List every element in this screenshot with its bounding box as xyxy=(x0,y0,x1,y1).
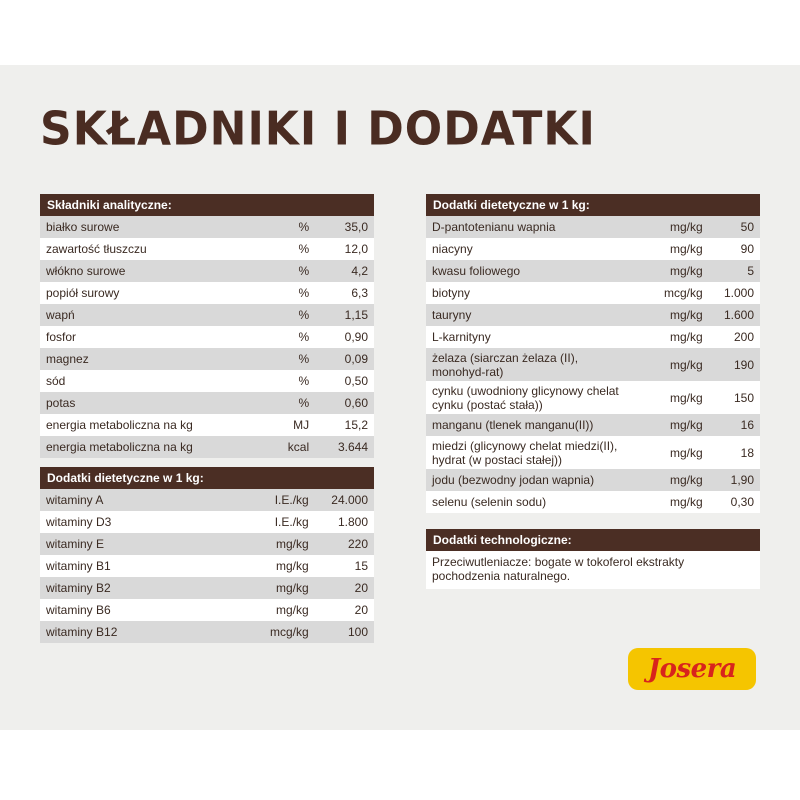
row-unit: mg/kg xyxy=(233,555,315,577)
table-row xyxy=(426,348,760,381)
page-title: SKŁADNIKI I DODATKI xyxy=(40,102,596,157)
vitamins-header: Dodatki dietetyczne w 1 kg: xyxy=(40,467,374,489)
row-value: 15 xyxy=(315,555,374,577)
row-value: 190 xyxy=(709,348,760,381)
row-value: 0,09 xyxy=(315,348,374,370)
vitamins-table xyxy=(40,467,374,643)
row-value: 220 xyxy=(315,533,374,555)
row-name: zawartość tłuszczu xyxy=(40,238,253,260)
table-row xyxy=(40,348,374,370)
table-row xyxy=(40,436,374,458)
table-row xyxy=(426,282,760,304)
row-value: 0,90 xyxy=(315,326,374,348)
row-value: 0,50 xyxy=(315,370,374,392)
table-row xyxy=(426,469,760,491)
dietary-table xyxy=(426,194,760,513)
row-value: 20 xyxy=(315,577,374,599)
row-name: D-pantotenianu wapnia xyxy=(426,216,629,238)
row-unit: mg/kg xyxy=(629,260,709,282)
row-name: cynku (uwodniony glicynowy chelat cynku (postać stała)) xyxy=(426,381,629,414)
row-unit: mg/kg xyxy=(629,348,709,381)
table-row xyxy=(40,370,374,392)
row-name: witaminy B6 xyxy=(40,599,233,621)
row-name: wapń xyxy=(40,304,253,326)
table-row xyxy=(40,392,374,414)
row-unit: mg/kg xyxy=(233,533,315,555)
row-name: witaminy B12 xyxy=(40,621,233,643)
row-value: 1.000 xyxy=(709,282,760,304)
row-value: 12,0 xyxy=(315,238,374,260)
row-value: 1.800 xyxy=(315,511,374,533)
row-name: energia metaboliczna na kg xyxy=(40,436,253,458)
table-row xyxy=(40,326,374,348)
table-row xyxy=(426,436,760,469)
table-row xyxy=(426,304,760,326)
row-value: 15,2 xyxy=(315,414,374,436)
row-unit: % xyxy=(253,216,315,238)
row-name: jodu (bezwodny jodan wapnia) xyxy=(426,469,629,491)
row-unit: mg/kg xyxy=(629,238,709,260)
row-name: włókno surowe xyxy=(40,260,253,282)
row-name: kwasu foliowego xyxy=(426,260,629,282)
row-unit: mcg/kg xyxy=(629,282,709,304)
row-unit: mg/kg xyxy=(629,469,709,491)
table-row xyxy=(426,238,760,260)
row-value: 6,3 xyxy=(315,282,374,304)
row-unit: % xyxy=(253,348,315,370)
row-unit: % xyxy=(253,370,315,392)
row-name: witaminy B1 xyxy=(40,555,233,577)
table-row xyxy=(426,381,760,414)
table-row xyxy=(40,533,374,555)
row-value: 1.600 xyxy=(709,304,760,326)
row-value: 18 xyxy=(709,436,760,469)
row-name: energia metaboliczna na kg xyxy=(40,414,253,436)
row-unit: mg/kg xyxy=(629,436,709,469)
row-value: 16 xyxy=(709,414,760,436)
row-unit: % xyxy=(253,238,315,260)
technological-header: Dodatki technologiczne: xyxy=(426,529,760,551)
row-unit: mg/kg xyxy=(629,304,709,326)
technological-box xyxy=(426,529,760,589)
analytic-table xyxy=(40,194,374,458)
row-value: 4,2 xyxy=(315,260,374,282)
row-value: 200 xyxy=(709,326,760,348)
row-name: białko surowe xyxy=(40,216,253,238)
row-unit: mg/kg xyxy=(629,414,709,436)
row-value: 5 xyxy=(709,260,760,282)
technological-text: Przeciwutleniacze: bogate w tokoferol ekstrakty pochodzenia naturalnego. xyxy=(426,551,760,589)
table-row xyxy=(40,282,374,304)
row-name: manganu (tlenek manganu(II)) xyxy=(426,414,629,436)
row-unit: mg/kg xyxy=(233,599,315,621)
row-name: witaminy D3 xyxy=(40,511,233,533)
table-row xyxy=(426,260,760,282)
table-row xyxy=(40,577,374,599)
row-name: biotyny xyxy=(426,282,629,304)
row-name: witaminy A xyxy=(40,489,233,511)
row-unit: % xyxy=(253,326,315,348)
analytic-header: Składniki analityczne: xyxy=(40,194,374,216)
table-row xyxy=(40,621,374,643)
row-value: 100 xyxy=(315,621,374,643)
table-header xyxy=(40,194,374,216)
row-name: L-karnityny xyxy=(426,326,629,348)
row-value: 50 xyxy=(709,216,760,238)
row-name: popiół surowy xyxy=(40,282,253,304)
table-row xyxy=(426,414,760,436)
table-row xyxy=(40,599,374,621)
table-row xyxy=(40,216,374,238)
row-name: miedzi (glicynowy chelat miedzi(II), hydrat (w postaci stałej)) xyxy=(426,436,629,469)
row-name: niacyny xyxy=(426,238,629,260)
row-unit: % xyxy=(253,282,315,304)
table-header xyxy=(426,194,760,216)
row-value: 3.644 xyxy=(315,436,374,458)
row-value: 1,90 xyxy=(709,469,760,491)
row-unit: kcal xyxy=(253,436,315,458)
row-unit: % xyxy=(253,260,315,282)
table-row xyxy=(40,511,374,533)
table-row xyxy=(40,238,374,260)
row-name: żelaza (siarczan żelaza (II), monohyd-rat) xyxy=(426,348,629,381)
row-name: potas xyxy=(40,392,253,414)
row-name: tauryny xyxy=(426,304,629,326)
row-value: 0,60 xyxy=(315,392,374,414)
row-name: fosfor xyxy=(40,326,253,348)
row-unit: mg/kg xyxy=(629,381,709,414)
table-row xyxy=(40,260,374,282)
josera-logo xyxy=(628,648,756,690)
row-unit: % xyxy=(253,392,315,414)
table-row xyxy=(40,304,374,326)
table-row xyxy=(426,326,760,348)
dietary-header: Dodatki dietetyczne w 1 kg: xyxy=(426,194,760,216)
row-value: 90 xyxy=(709,238,760,260)
row-name: selenu (selenin sodu) xyxy=(426,491,629,513)
logo-text: Josera xyxy=(647,654,737,684)
row-name: sód xyxy=(40,370,253,392)
table-header xyxy=(40,467,374,489)
row-name: magnez xyxy=(40,348,253,370)
row-value: 0,30 xyxy=(709,491,760,513)
row-unit: I.E./kg xyxy=(233,489,315,511)
row-name: witaminy B2 xyxy=(40,577,233,599)
row-unit: % xyxy=(253,304,315,326)
row-unit: I.E./kg xyxy=(233,511,315,533)
row-unit: mg/kg xyxy=(629,326,709,348)
table-row xyxy=(40,489,374,511)
row-value: 150 xyxy=(709,381,760,414)
row-value: 35,0 xyxy=(315,216,374,238)
row-unit: mg/kg xyxy=(629,216,709,238)
table-row xyxy=(40,555,374,577)
row-value: 24.000 xyxy=(315,489,374,511)
row-value: 20 xyxy=(315,599,374,621)
row-unit: mg/kg xyxy=(233,577,315,599)
table-row xyxy=(40,414,374,436)
table-row xyxy=(426,491,760,513)
table-row xyxy=(426,216,760,238)
row-name: witaminy E xyxy=(40,533,233,555)
row-unit: mcg/kg xyxy=(233,621,315,643)
row-unit: mg/kg xyxy=(629,491,709,513)
row-value: 1,15 xyxy=(315,304,374,326)
row-unit: MJ xyxy=(253,414,315,436)
